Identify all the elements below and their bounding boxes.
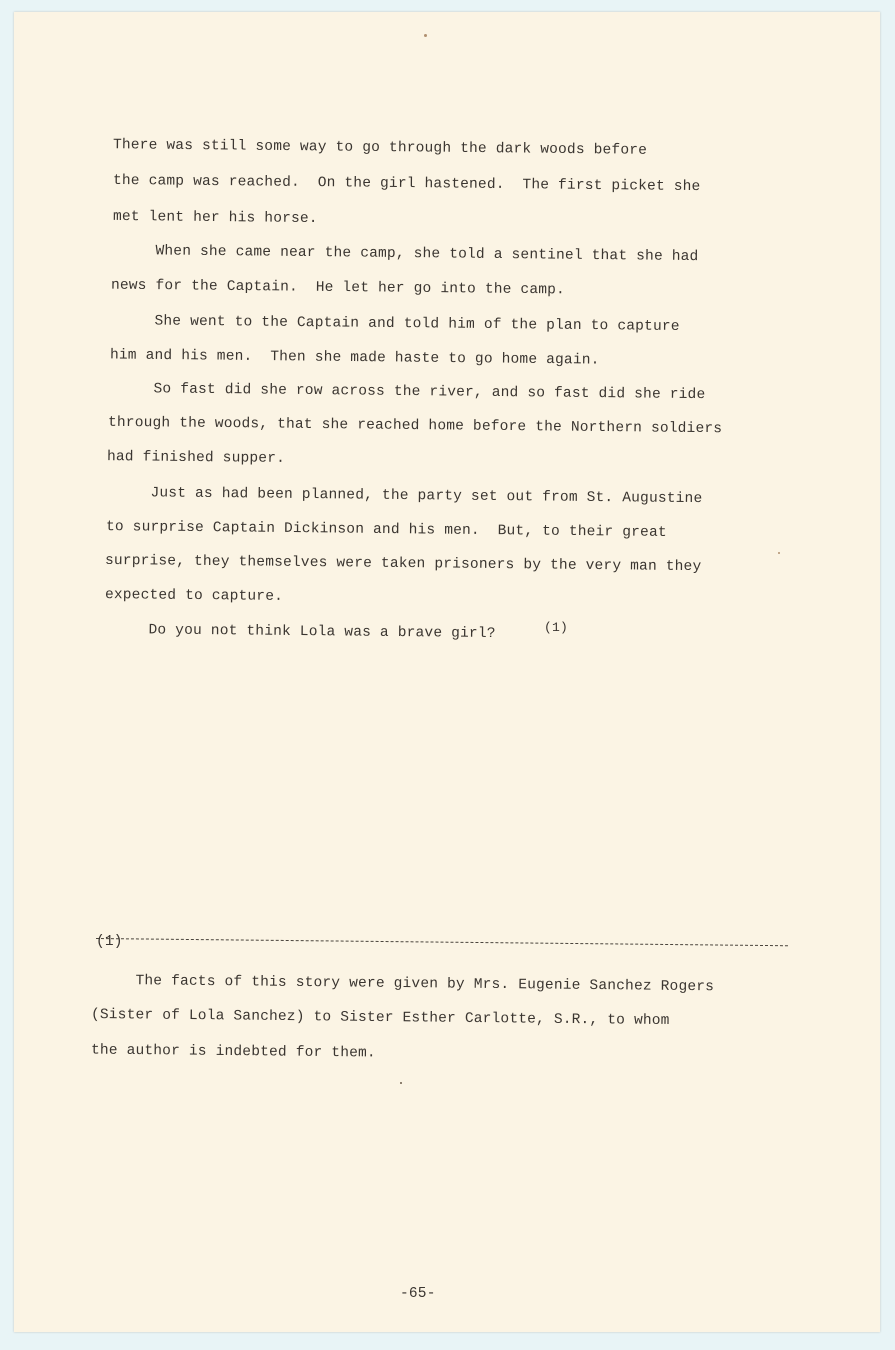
body-line: So fast did she row across the river, and so fast did she ride (108, 380, 706, 404)
footnote-divider (96, 938, 788, 946)
body-line: had finished supper. (106, 449, 286, 467)
body-line: Do you not think Lola was a brave girl? (103, 621, 496, 643)
paper-speck (424, 34, 427, 37)
body-line: the camp was reached. On the girl hastened. The first picket she (112, 172, 701, 196)
footnote-reference: (1) (544, 620, 569, 635)
footnote-line: The facts of this story were given by Mrs. Eugenie Sanchez Rogers (90, 972, 715, 996)
body-line: expected to capture. (104, 587, 284, 605)
body-line: through the woods, that she reached home before the Northern soldiers (107, 414, 723, 438)
footnote-line: the author is indebted for them. (90, 1042, 376, 1062)
body-line: Just as had been planned, the party set out from St. Augustine (105, 484, 703, 508)
body-line: When she came near the camp, she told a sentinel that she had (110, 242, 699, 266)
body-line: She went to the Captain and told him of the plan to capture (109, 313, 680, 335)
page-number: -65- (400, 1286, 436, 1302)
typed-page (14, 12, 880, 1332)
footnote-marker: (1) (96, 934, 123, 950)
body-line: to surprise Captain Dickinson and his men. But, to their great (105, 519, 667, 541)
body-line: met lent her his horse. (112, 208, 318, 228)
footnote-line: (Sister of Lola Sanchez) to Sister Esther Carlotte, S.R., to whom (90, 1006, 670, 1030)
body-line: news for the Captain. He let her go into the camp. (110, 277, 566, 299)
body-line: There was still some way to go through the dark woods before (112, 137, 648, 159)
paper-speck (400, 1082, 402, 1084)
body-line: surprise, they themselves were taken prisoners by the very man they (104, 552, 702, 576)
body-line: him and his men. Then she made haste to go home again. (109, 347, 600, 369)
paper-speck (778, 552, 780, 554)
